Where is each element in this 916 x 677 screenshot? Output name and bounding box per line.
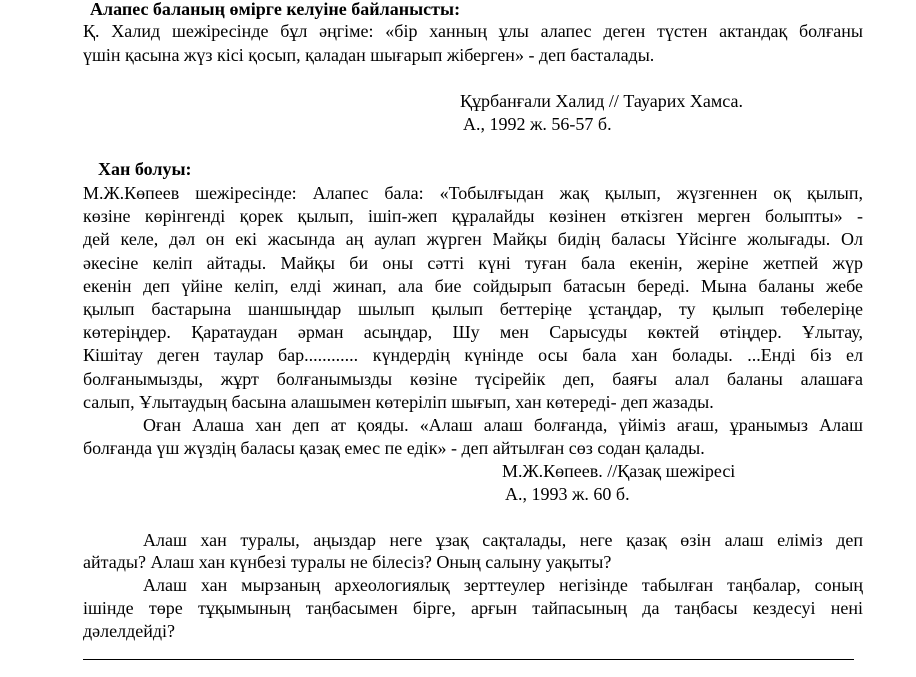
paragraph-line: әкесіне келіп айтады. Майқы би оны сәтті күні туған бала екенін, жеріне жетпей жүр: [83, 253, 863, 273]
paragraph-line: Оған Алаша хан деп ат қояды. «Алаш алаш болғанда, үйіміз ағаш, ұранымыз Алаш: [143, 415, 863, 435]
source-citation: Құрбанғали Халид // Тауарих Хамса.: [460, 91, 743, 111]
paragraph-line: екенін деп үйіне келіп, елді жинап, ала бие сойдырып батасын береді. Мына баланы жебе: [83, 276, 863, 296]
paragraph-line: көзіне көрінгенді қорек қылып, ішіп-жеп құралайды көзінен өткізген мерген болыпты» -: [83, 206, 863, 226]
question-line: Алаш хан мырзаның археологиялық зерттеулер негізінде табылған таңбалар, соның: [143, 575, 863, 595]
source-citation: М.Ж.Көпеев. //Қазақ шежіресі: [502, 461, 736, 481]
section-heading-khan: Хан болуы:: [98, 159, 192, 179]
source-citation: А., 1992 ж. 56-57 б.: [463, 114, 612, 134]
question-line: ішінде төре тұқымының таңбасымен бірге, арғын тайпасының да таңбасы кездесуі нені: [83, 598, 863, 618]
question-line: Алаш хан туралы, аңыздар неге ұзақ сақталады, неге қазақ өзін алаш еліміз деп: [143, 530, 863, 550]
question-line: айтады? Алаш хан күнбезі туралы не білесіз? Оның салыну уақыты?: [83, 552, 612, 572]
paragraph-line: болғанымызды, жұрт болғанымызды көзіне түсірейік деп, баяғы алал баланы алашаға: [83, 369, 863, 389]
paragraph-line: Кішітау деген таулар бар............ күндердің күнінде осы бала хан болады. ...Енді біз ел: [83, 345, 863, 365]
section-heading-birth: Алапес баланың өміргe келуіне байланысты:: [90, 0, 461, 19]
paragraph-line: М.Ж.Көпеев шежіресінде: Алапес бала: «Тобылғыдан жақ қылып, жүзгеннен оқ қылып,: [83, 183, 863, 203]
paragraph-line: Қ. Халид шежіресінде бұл әңгіме: «бір ханның ұлы алапес деген түстен актандақ болғаны: [83, 21, 863, 41]
paragraph-line: дей келе, дәл он екі жасында аң аулап жүрген Майқы бидің баласы Үйсінге жолығады. Ол: [83, 229, 863, 249]
paragraph-line: қылып бастарына шаншыңдар шылып қылып беттеріңе ұстаңдар, ту қылып төбелеріңе: [83, 299, 863, 319]
paragraph-line: болғанда үш жүздің баласы қазақ емес пе едік» - деп айтылған сөз содан қалады.: [83, 438, 705, 458]
source-citation: А., 1993 ж. 60 б.: [505, 484, 630, 504]
paragraph-line: көтеріңдер. Қаратаудан әрман асыңдар, Шу мен Сарысуды көктей өтіңдер. Ұлытау,: [83, 322, 863, 342]
paragraph-line: үшін қасына жүз кісі қосып, қаладан шығарып жіберген» - деп басталады.: [83, 45, 655, 65]
paragraph-line: салып, Ұлытаудың басына алашымен көтеріліп шығып, хан көтереді- деп жазады.: [83, 392, 714, 412]
answer-line-divider: [83, 659, 854, 660]
question-line: дәлелдейді?: [83, 621, 176, 641]
